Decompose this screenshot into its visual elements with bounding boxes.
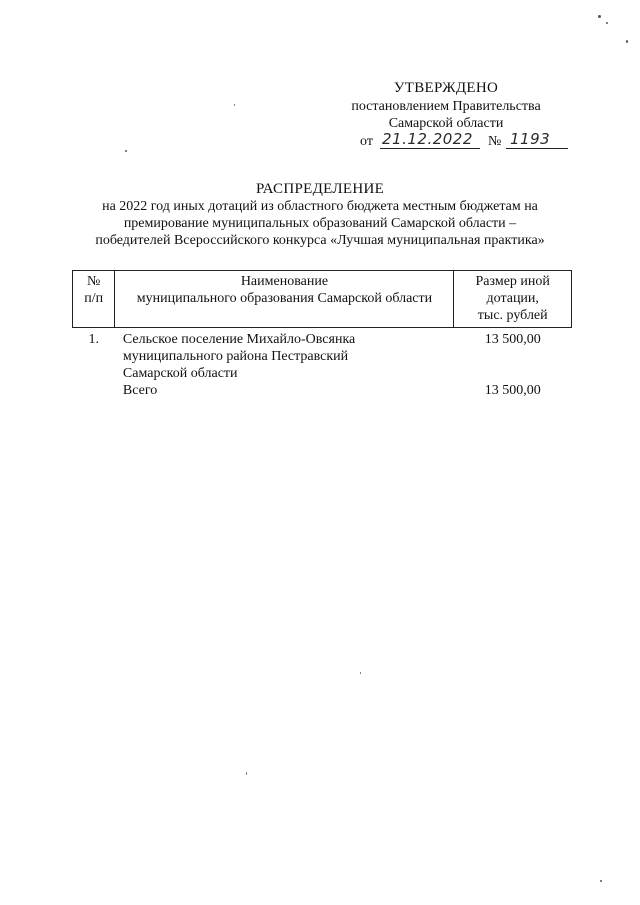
scan-speck: [600, 880, 602, 882]
scan-speck: [360, 672, 361, 674]
total-amount: 13 500,00: [484, 383, 541, 398]
date-prefix: от: [360, 134, 373, 149]
total-label: Всего: [122, 383, 158, 398]
scan-speck: [125, 150, 127, 152]
heading-line-2: премирование муниципальных образований Самарской области –: [123, 216, 517, 231]
scan-speck: [626, 40, 628, 43]
approval-date-number: [360, 132, 570, 152]
distribution-table: [72, 270, 572, 399]
table-row: [73, 328, 572, 383]
header-amount: Размер иной дотации, тыс. рублей: [454, 271, 572, 328]
header-number: № п/п: [73, 271, 115, 328]
scan-speck: [234, 104, 235, 106]
heading-line-1: на 2022 год иных дотаций из областного бюджета местным бюджетам на: [102, 199, 538, 214]
number-prefix: №: [488, 134, 502, 149]
number-handwritten: 1193: [510, 130, 551, 148]
table-total-row: [73, 382, 572, 399]
table-header-row: [73, 271, 572, 328]
row-name: Сельское поселение Михайло-Овсянка муниципального района Пестравский Самарской области: [122, 332, 356, 381]
scan-speck: [606, 22, 608, 24]
date-handwritten: 21.12.2022: [382, 130, 473, 148]
row-amount: 13 500,00: [484, 332, 541, 347]
heading-line-3: победителей Всероссийского конкурса «Лучшая муниципальная практика»: [95, 233, 545, 248]
approval-block: [326, 80, 566, 132]
approval-title: УТВЕРЖДЕНО: [393, 80, 499, 96]
approval-line-2: Самарской области: [388, 116, 504, 131]
heading-title: РАСПРЕДЕЛЕНИЕ: [255, 181, 385, 197]
row-number: 1.: [88, 332, 99, 347]
approval-line-1: постановлением Правительства: [351, 99, 541, 114]
header-name: Наименование муниципального образования Самарской области: [115, 271, 454, 328]
scan-speck: [598, 15, 601, 18]
scan-speck: [246, 772, 247, 775]
document-heading: [40, 181, 600, 249]
